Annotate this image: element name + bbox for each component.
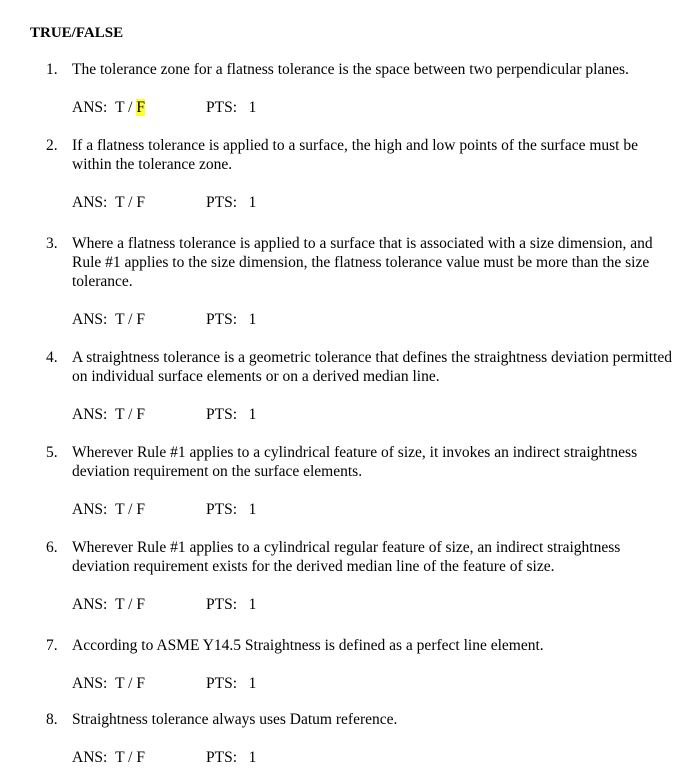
pts-label: PTS: (206, 749, 238, 766)
ans-label: ANS: (72, 406, 108, 423)
answer-false-option[interactable]: F (136, 501, 145, 518)
points-value: 1 (248, 99, 257, 116)
answer-line (72, 194, 145, 212)
ans-label: ANS: (72, 596, 108, 613)
points-value: 1 (248, 311, 257, 328)
answer-false-option[interactable]: F (136, 596, 145, 613)
question-text-line: The tolerance zone for a flatness tolerance is the space between two perpendicular planes. (72, 61, 629, 78)
answer-false-option[interactable]: F (136, 749, 145, 766)
question-number: 3. (46, 235, 58, 252)
answer-line (72, 311, 145, 329)
answer-separator: / (124, 675, 137, 692)
answer-true-option[interactable]: T (115, 194, 125, 211)
answer-true-option[interactable]: T (115, 749, 125, 766)
question-number: 6. (46, 539, 58, 556)
section-heading: TRUE/FALSE (30, 25, 124, 41)
points-line (206, 501, 256, 519)
answer-separator: / (124, 596, 137, 613)
answer-line (72, 99, 145, 117)
answer-separator: / (124, 311, 137, 328)
pts-label: PTS: (206, 311, 238, 328)
points-line (206, 749, 256, 767)
ans-label: ANS: (72, 99, 108, 116)
answer-separator: / (124, 406, 137, 423)
ans-label: ANS: (72, 749, 108, 766)
question-text-line: within the tolerance zone. (72, 156, 233, 173)
question-text-line: Wherever Rule #1 applies to a cylindrical feature of size, it invokes an indirect straightness (72, 444, 638, 461)
question-text-line: tolerance. (72, 273, 133, 290)
ans-label: ANS: (72, 311, 108, 328)
question-text-line: Rule #1 applies to the size dimension, the flatness tolerance value must be more than the size (72, 254, 650, 271)
question-text-line: on individual surface elements or on a derived median line. (72, 368, 440, 385)
points-line (206, 194, 256, 212)
question-number: 8. (46, 711, 58, 728)
answer-line (72, 406, 145, 424)
pts-label: PTS: (206, 596, 238, 613)
answer-true-option[interactable]: T (115, 311, 125, 328)
points-line (206, 596, 256, 614)
question-number: 7. (46, 637, 58, 654)
question-number: 2. (46, 137, 58, 154)
points-line (206, 406, 256, 424)
points-line (206, 675, 256, 693)
ans-label: ANS: (72, 675, 108, 692)
answer-separator: / (124, 501, 137, 518)
answer-line (72, 749, 145, 767)
answer-false-option[interactable]: F (136, 406, 145, 423)
question-number: 1. (46, 61, 58, 78)
question-number: 5. (46, 444, 58, 461)
points-line (206, 311, 256, 329)
ans-label: ANS: (72, 501, 108, 518)
answer-true-option[interactable]: T (115, 501, 125, 518)
answer-separator: / (124, 99, 137, 116)
question-number: 4. (46, 349, 58, 366)
pts-label: PTS: (206, 675, 238, 692)
points-value: 1 (248, 596, 257, 613)
pts-label: PTS: (206, 406, 238, 423)
answer-separator: / (124, 194, 137, 211)
answer-false-option[interactable]: F (136, 675, 145, 692)
question-text-line: Wherever Rule #1 applies to a cylindrical regular feature of size, an indirect straightness (72, 539, 621, 556)
answer-false-option[interactable]: F (136, 311, 145, 328)
answer-true-option[interactable]: T (115, 596, 125, 613)
answer-true-option[interactable]: T (115, 675, 125, 692)
points-value: 1 (248, 194, 257, 211)
points-value: 1 (248, 406, 257, 423)
answer-line (72, 675, 145, 693)
pts-label: PTS: (206, 99, 238, 116)
ans-label: ANS: (72, 194, 108, 211)
question-text-line: Where a flatness tolerance is applied to a surface that is associated with a size dimension, and (72, 235, 653, 252)
points-value: 1 (248, 675, 257, 692)
question-text-line: A straightness tolerance is a geometric tolerance that defines the straightness deviation permitted (72, 349, 672, 366)
points-value: 1 (248, 749, 257, 766)
points-line (206, 99, 256, 117)
answer-false-option[interactable]: F (136, 194, 145, 211)
answer-false-option-highlighted[interactable]: F (136, 99, 145, 116)
answer-line (72, 596, 145, 614)
question-text-line: According to ASME Y14.5 Straightness is defined as a perfect line element. (72, 637, 544, 654)
answer-line (72, 501, 145, 519)
answer-separator: / (124, 749, 137, 766)
points-value: 1 (248, 501, 257, 518)
pts-label: PTS: (206, 194, 238, 211)
question-text-line: If a flatness tolerance is applied to a surface, the high and low points of the surface must be (72, 137, 638, 154)
question-text-line: Straightness tolerance always uses Datum reference. (72, 711, 398, 728)
answer-true-option[interactable]: T (115, 99, 125, 116)
pts-label: PTS: (206, 501, 238, 518)
question-text-line: deviation requirement exists for the derived median line of the feature of size. (72, 558, 555, 575)
question-text-line: deviation requirement on the surface elements. (72, 463, 363, 480)
answer-true-option[interactable]: T (115, 406, 125, 423)
